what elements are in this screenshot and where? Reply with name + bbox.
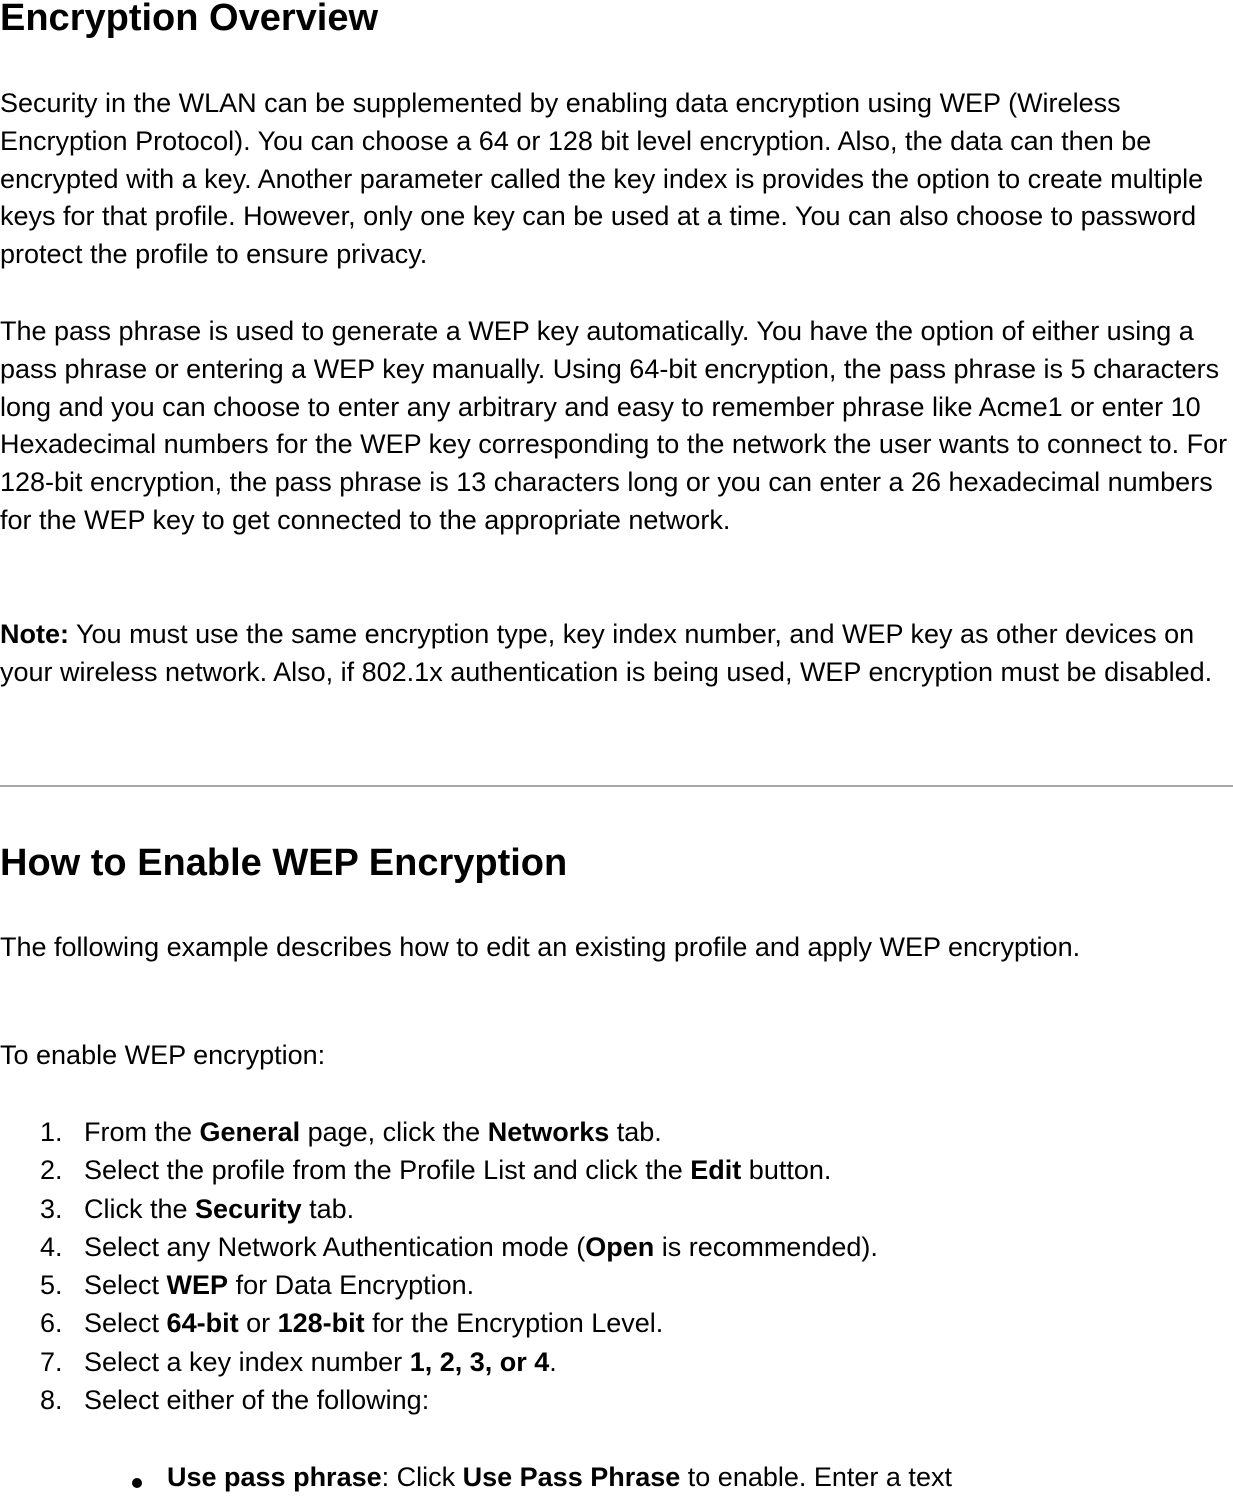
step-text: Select the profile from the Profile List and click the [84,1155,691,1186]
step-text: tab. [301,1193,355,1224]
bullet-dot-icon [132,1478,142,1488]
step-text: button. [741,1155,832,1186]
step-number: 7. [40,1346,63,1377]
note-text: You must use the same encryption type, key index number, and WEP key as other devices on your wireless network. Also, if 802.1x authentication is being used, WEP encryption must be disabled. [0,619,1213,687]
step-item [0,1304,878,1342]
paragraph-note [0,616,1233,692]
step-ui-term: Open [585,1231,655,1262]
step-text: Select a key index number [84,1346,410,1377]
step-number: 2. [40,1155,63,1186]
heading-enable-wep: How to Enable WEP Encryption [0,842,568,884]
options-bullet-list [0,1458,952,1496]
step-number: 5. [40,1270,63,1301]
bullet-item [0,1458,952,1496]
note-label: Note: [0,619,69,649]
step-number: 6. [40,1308,63,1339]
steps-list [0,1113,878,1419]
step-text: Select [84,1308,167,1339]
bullet-ui-term: Use Pass Phrase [462,1462,681,1492]
step-text: for Data Encryption. [228,1270,475,1301]
step-text: Select either of the following: [84,1385,430,1416]
step-text: is recommended). [654,1231,878,1262]
bullet-text: to enable. Enter a text [680,1462,952,1492]
paragraph-pass-phrase: The pass phrase is used to generate a WEP key automatically. You have the option of either using a pass phrase or entering a WEP key manually. Using 64-bit encryption, the pass phrase is 5 characters long and you can choose to enter any arbitrary and easy to remember phrase like Acme1 or enter 10 Hexadecimal numbers for the WEP key corresponding to the network the user wants to connect to. For 128-bit encryption, the pass phrase is 13 characters long or you can enter a 26 hexadecimal numbers for the WEP key to get connected to the appropriate network. [0,316,1228,535]
paragraph-steps-lead: To enable WEP encryption: [0,1040,326,1070]
heading-encryption-overview: Encryption Overview [0,0,379,39]
paragraph-example-intro: The following example describes how to edit an existing profile and apply WEP encryption. [0,932,1081,962]
step-text: tab. [609,1117,662,1147]
step-ui-term: 128-bit [277,1308,365,1339]
step-item [0,1228,878,1266]
step-number: 4. [40,1231,63,1262]
bullet-term: Use pass phrase [167,1462,382,1492]
step-item [0,1151,878,1189]
step-item [0,1190,878,1228]
bullet-text: : Click [381,1462,463,1492]
paragraph-security-intro: Security in the WLAN can be supplemented by enabling data encryption using WEP (Wireless Encryption Protocol). You can choose a 64 or 128 bit level encryption. Also, the data can then be encrypted with a key. Another parameter called the key index is provides the option to create multiple keys for that profile. However, only one key can be used at a time. You can also choose to password protect the profile to ensure privacy. [0,88,1204,270]
step-ui-term: 1, 2, 3, or 4 [409,1346,550,1377]
step-number: 1. [40,1117,63,1147]
step-item [0,1266,878,1304]
step-ui-term: WEP [166,1270,229,1301]
step-ui-term: Networks [487,1117,610,1147]
step-number: 3. [40,1193,63,1224]
step-ui-term: 64-bit [166,1308,239,1339]
step-ui-term: Security [195,1193,302,1224]
step-text: From the [84,1117,200,1147]
step-ui-term: Edit [690,1155,742,1186]
section-divider [0,785,1233,787]
step-text: Click the [84,1193,196,1224]
step-number: 8. [40,1385,63,1416]
step-text: Select [84,1270,167,1301]
step-text: page, click the [300,1117,488,1147]
step-item [0,1343,878,1381]
step-text: . [549,1346,557,1377]
step-item [0,1113,878,1151]
step-text: Select any Network Authentication mode ( [84,1231,586,1262]
step-text: or [238,1308,278,1339]
step-text: for the Encryption Level. [364,1308,664,1339]
step-item [0,1381,878,1419]
step-ui-term: General [199,1117,301,1147]
